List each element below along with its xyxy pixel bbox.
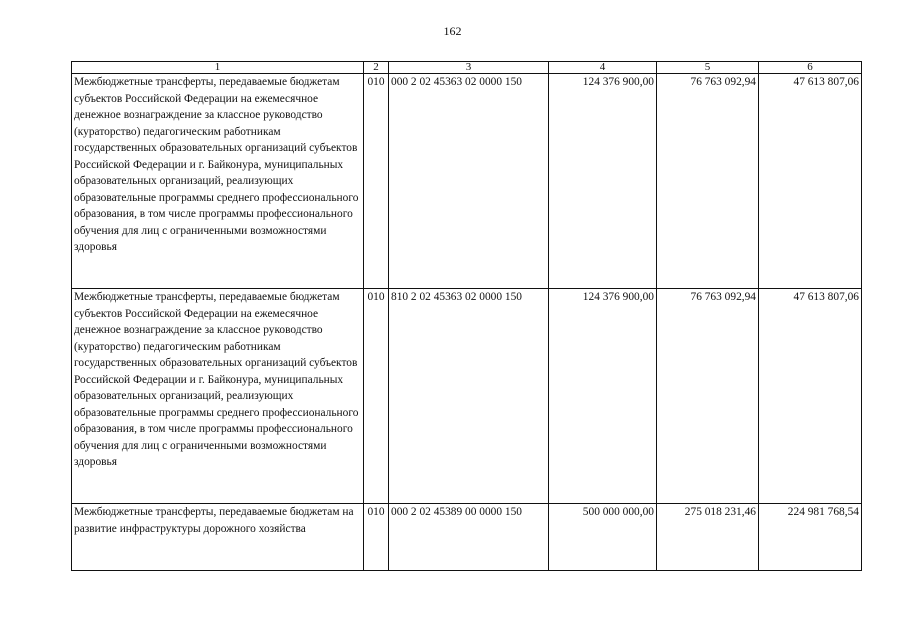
- row-description: Межбюджетные трансферты, передаваемые бюджетам субъектов Российской Федерации на ежемесячное денежное вознаграждение за классное руководство (кураторство) педагогическим работникам государственных образовательных организаций субъектов Российской Федерации и г. Байконура, муниципальных образовательных организаций, реализующих образовательные программы среднего профессионального образования, в том числе программы профессионального обучения для лиц с ограниченными возможностями здоровья: [72, 74, 364, 289]
- admin-code: 010: [364, 74, 389, 289]
- table-row: [72, 289, 862, 504]
- column-header: 6: [759, 62, 862, 74]
- approved-amount: 124 376 900,00: [549, 74, 657, 289]
- unexecuted-amount: 47 613 807,06: [759, 74, 862, 289]
- page-number: 162: [443, 24, 462, 38]
- column-header: 2: [364, 62, 389, 74]
- column-header: 5: [657, 62, 759, 74]
- table-row: [72, 504, 862, 571]
- executed-amount: 275 018 231,46: [657, 504, 759, 571]
- budget-code: 000 2 02 45389 00 0000 150: [389, 504, 549, 571]
- admin-code: 010: [364, 289, 389, 504]
- column-header: 3: [389, 62, 549, 74]
- approved-amount: 500 000 000,00: [549, 504, 657, 571]
- budget-table: [71, 61, 862, 571]
- column-header: 1: [72, 62, 364, 74]
- admin-code: 010: [364, 504, 389, 571]
- column-header: 4: [549, 62, 657, 74]
- executed-amount: 76 763 092,94: [657, 74, 759, 289]
- row-description: Межбюджетные трансферты, передаваемые бюджетам на развитие инфраструктуры дорожного хозяйства: [72, 504, 364, 571]
- unexecuted-amount: 224 981 768,54: [759, 504, 862, 571]
- table-header-row: [72, 62, 862, 74]
- approved-amount: 124 376 900,00: [549, 289, 657, 504]
- table-row: [72, 74, 862, 289]
- budget-code: 000 2 02 45363 02 0000 150: [389, 74, 549, 289]
- row-description: Межбюджетные трансферты, передаваемые бюджетам субъектов Российской Федерации на ежемесячное денежное вознаграждение за классное руководство (кураторство) педагогическим работникам государственных образовательных организаций субъектов Российской Федерации и г. Байконура, муниципальных образовательных организаций, реализующих образовательные программы среднего профессионального образования, в том числе программы профессионального обучения для лиц с ограниченными возможностями здоровья: [72, 289, 364, 504]
- unexecuted-amount: 47 613 807,06: [759, 289, 862, 504]
- budget-code: 810 2 02 45363 02 0000 150: [389, 289, 549, 504]
- executed-amount: 76 763 092,94: [657, 289, 759, 504]
